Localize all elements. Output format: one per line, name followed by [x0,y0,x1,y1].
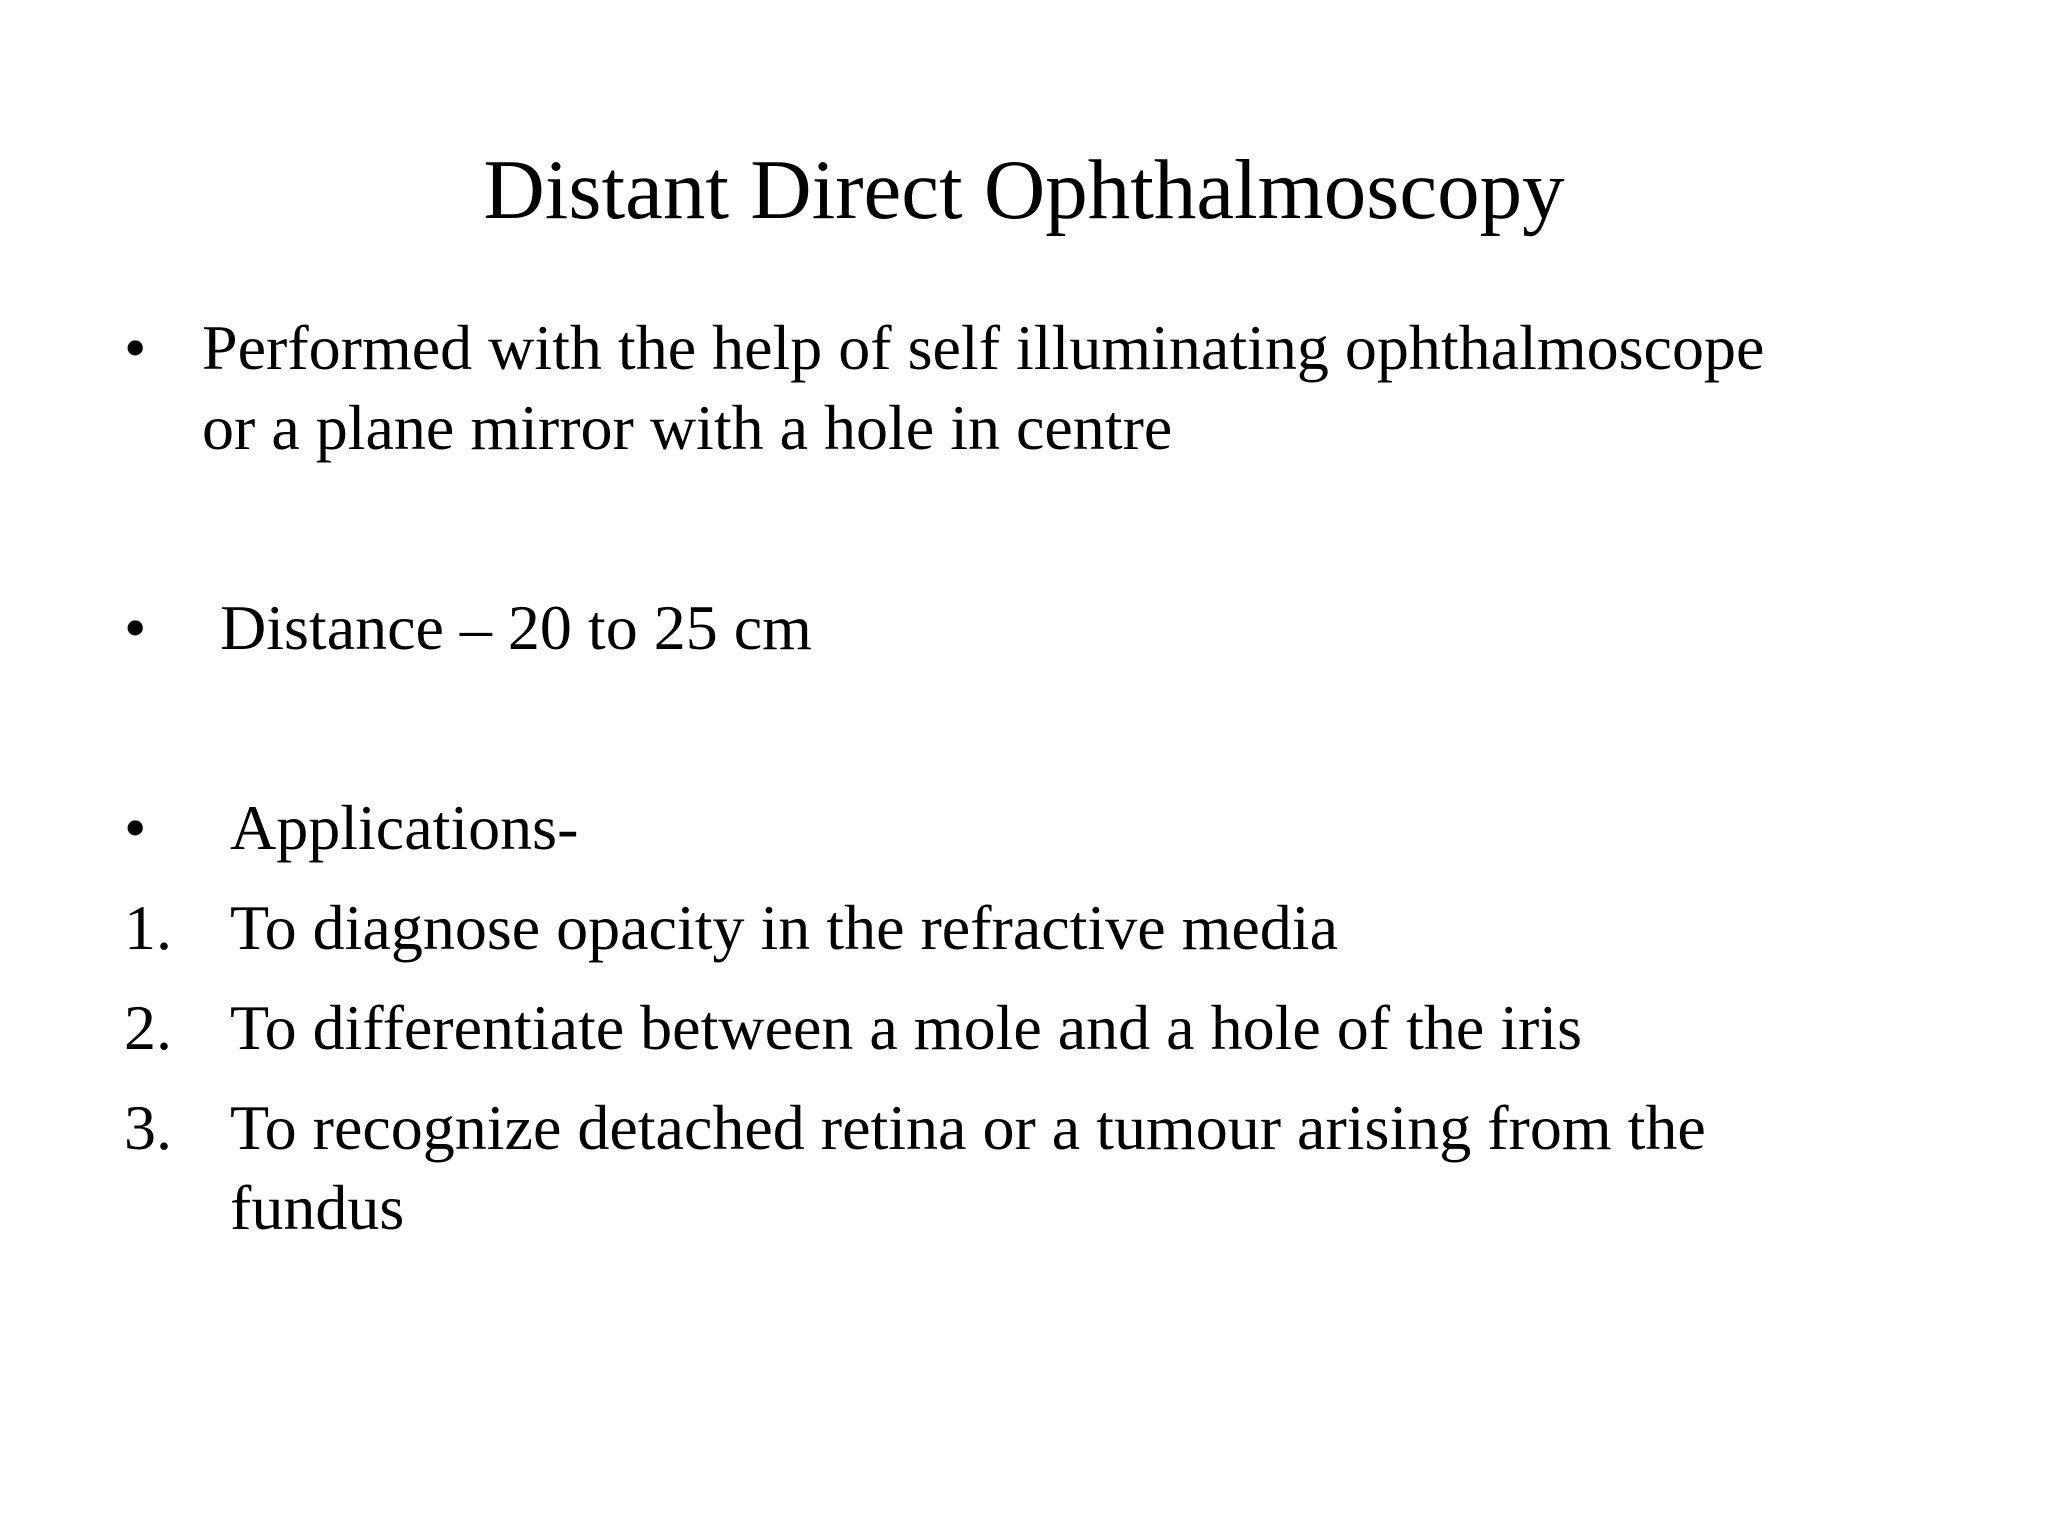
bullet-3-line-1: Applications- [230,792,579,863]
bullet-marker: • [124,312,147,383]
bullet-1-line-2: or a plane mirror with a hole in centre [202,392,1173,463]
numbered-3-line-1: To recognize detached retina or a tumour arising from the [230,1092,1706,1163]
number-marker: 1. [124,892,172,963]
numbered-1-line-1: To diagnose opacity in the refractive media [230,892,1338,963]
bullet-marker: • [124,592,147,663]
bullet-2-line-1: Distance – 20 to 25 cm [220,592,812,663]
bullet-1-line-1: Performed with the help of self illuminating ophthalmoscope [202,312,1765,383]
number-marker: 2. [124,992,172,1063]
number-marker: 3. [124,1092,172,1163]
numbered-3-line-2: fundus [230,1172,405,1243]
slide-title: Distant Direct Ophthalmoscopy [483,143,1565,237]
bullet-marker: • [124,792,147,863]
numbered-2-line-1: To differentiate between a mole and a hole of the iris [230,992,1583,1063]
